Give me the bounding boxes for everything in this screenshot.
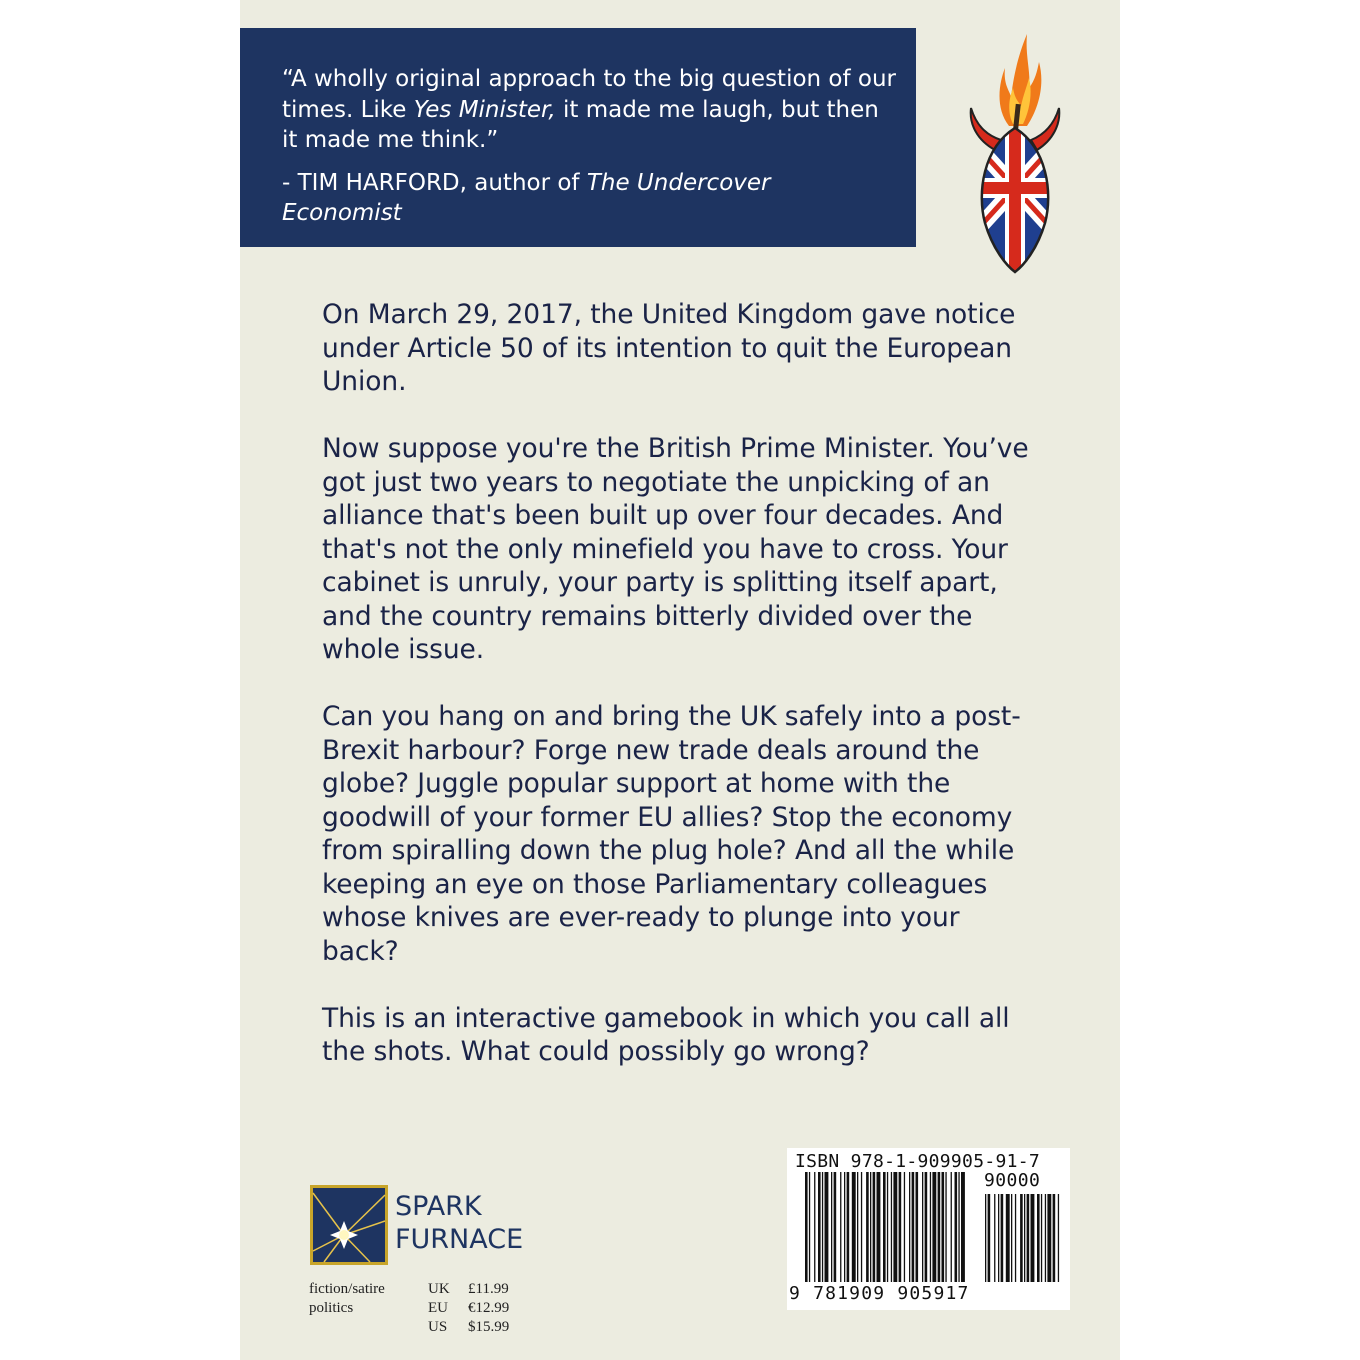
price-value: £11.99 <box>468 1281 509 1297</box>
attribution-book-title: The Undercover Economist <box>282 169 771 226</box>
price-row <box>428 1318 509 1337</box>
review-quote: “A wholly original approach to the big question of our times. Like Yes Minister, it made me laugh, but then it made me think.” <box>282 66 897 153</box>
quote-box <box>240 28 916 247</box>
genre-label: fiction/satire <box>309 1281 385 1297</box>
isbn-label: ISBN 978-1-909905-91-7 <box>795 1151 1041 1172</box>
price-region: US <box>428 1319 448 1335</box>
blurb-paragraph: On March 29, 2017, the United Kingdom gave notice under Article 50 of its intention to quit the European Union. <box>322 299 1016 397</box>
barcode-addon-digits: 90000 <box>984 1170 1041 1191</box>
barcode-box <box>787 1148 1070 1310</box>
price-region: UK <box>428 1281 450 1297</box>
blurb-paragraph: Now suppose you're the British Prime Minister. You’ve got just two years to negotiate the unpicking of an alliance that's been built up over four decades. And that's not the only minefield you have to cross. Your cabinet is unruly, your party is splitting itself apart, and the country remains bitterly divided over the whole issue. <box>322 433 1029 665</box>
publisher-name: SPARK FURNACE <box>395 1191 524 1255</box>
price-row <box>428 1280 509 1299</box>
flaming-union-jack-bomb-icon <box>965 28 1065 278</box>
blurb-paragraph: Can you hang on and bring the UK safely into a post-Brexit harbour? Forge new trade deals around the globe? Juggle popular support at home with the goodwill of your former EU allies? Stop the economy from spiralling down the plug hole? And all the while keeping an eye on those Parliamentary colleagues whose knives are ever-ready to plunge into your back? <box>322 701 1021 967</box>
blurb-paragraph: This is an interactive gamebook in which you call all the shots. What could possibly go wrong? <box>322 1002 1010 1067</box>
spark-star-icon <box>310 1185 388 1265</box>
price-list <box>428 1280 509 1337</box>
price-region: EU <box>428 1300 448 1316</box>
barcode-digits: 9 781909 905917 <box>789 1283 970 1304</box>
quote-italic-title: Yes Minister, <box>413 96 556 123</box>
price-row <box>428 1299 509 1318</box>
quote-attribution: - TIM HARFORD, author of The Undercover Economist <box>282 169 771 226</box>
price-value: €12.99 <box>468 1300 510 1316</box>
blurb-text <box>322 298 1042 1102</box>
genre-labels <box>309 1280 385 1318</box>
back-cover <box>240 0 1120 1360</box>
genre-label: politics <box>309 1300 354 1316</box>
price-value: $15.99 <box>468 1319 510 1335</box>
